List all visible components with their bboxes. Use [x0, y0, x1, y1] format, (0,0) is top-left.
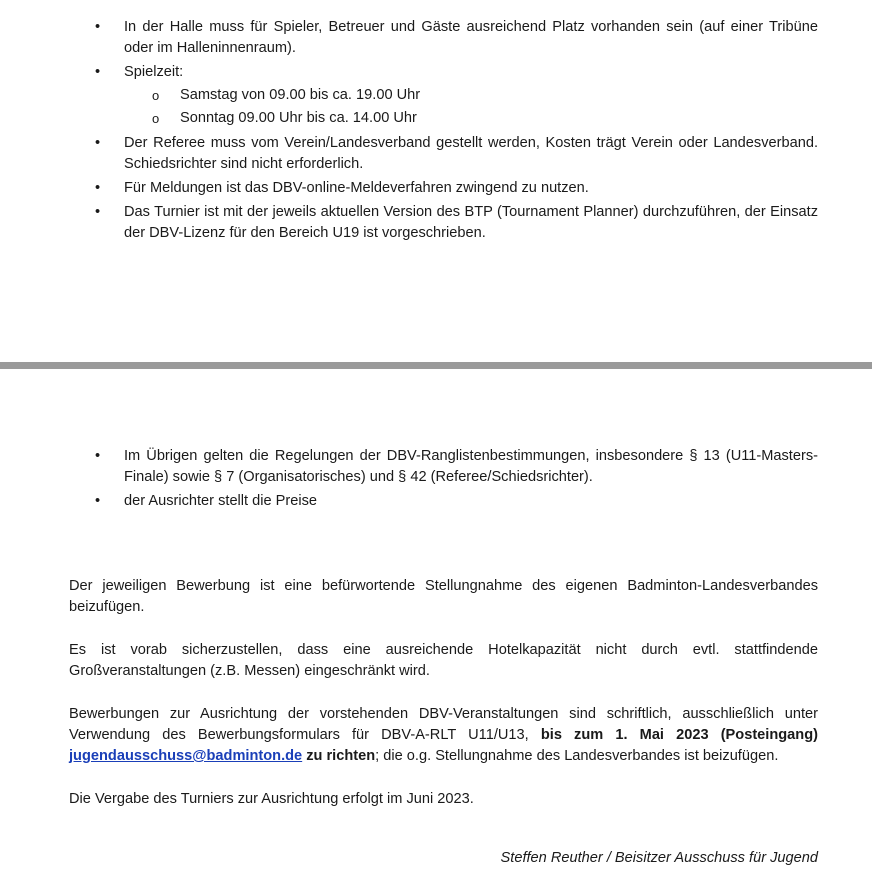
list-item-text: Für Meldungen ist das DBV-online-Meldeverfahren zwingend zu nutzen. [124, 180, 589, 196]
application-text: Bewerbungen zur Ausrichtung der vorstehenden DBV-Veranstaltungen sind schriftlich, ausschließlich unter Verwendung des Bewerbungsformulars für DBV-A-RLT U11/U13, [69, 706, 818, 743]
list-item-text: Spielzeit: [124, 64, 184, 80]
list-item-text: In der Halle muss für Spieler, Betreuer und Gäste ausreichend Platz vorhanden sein (auf einer Tribüne oder im Halleninnenraum). [124, 19, 818, 56]
list-item [95, 133, 818, 175]
requirements-list [95, 17, 818, 247]
list-item [95, 491, 818, 512]
signature: Steffen Reuther / Beisitzer Ausschuss für Jugend [500, 850, 818, 866]
direct-text: zu richten [306, 748, 376, 764]
application-paragraph [69, 704, 818, 767]
list-item-text: Der Referee muss vom Verein/Landesverband gestellt werden, Kosten trägt Verein oder Landesverband. Schiedsrichter sind nicht erforderlich. [124, 135, 818, 172]
application-text-end: ; die o.g. Stellungnahme des Landesverbandes ist beizufügen. [375, 748, 779, 764]
list-item [95, 446, 818, 488]
document-page-bottom [0, 369, 872, 872]
statement-paragraph: Der jeweiligen Bewerbung ist eine befürwortende Stellungnahme des eigenen Badminton-Landesverbandes beizufügen. [69, 578, 818, 615]
award-paragraph: Die Vergabe des Turniers zur Ausrichtung erfolgt im Juni 2023. [69, 791, 474, 807]
rules-list [95, 446, 818, 515]
sublist-item: o Sonntag 09.00 Uhr bis ca. 14.00 Uhr [124, 107, 818, 130]
list-item-text: Das Turnier ist mit der jeweils aktuellen Version des BTP (Tournament Planner) durchzuführen, der Einsatz der DBV-Lizenz für den Bereich U19 ist vorgeschrieben. [124, 204, 818, 241]
deadline-text: bis zum 1. Mai 2023 (Posteingang) [540, 727, 818, 743]
sublist-item: o Samstag von 09.00 bis ca. 19.00 Uhr [124, 84, 818, 107]
list-item-text: der Ausrichter stellt die Preise [124, 493, 318, 509]
list-item-text: Im Übrigen gelten die Regelungen der DBV-Ranglistenbestimmungen, insbesondere § 13 (U11-Masters-Finale) sowie § 7 (Organisatorisches) und § 42 (Referee/Schiedsrichter). [124, 448, 818, 485]
list-item [95, 17, 818, 59]
hotel-paragraph: Es ist vorab sicherzustellen, dass eine ausreichende Hotelkapazität nicht durch evtl. stattfindende Großveranstaltungen (z.B. Messen) eingeschränkt wird. [69, 642, 818, 679]
document-page-top [0, 0, 872, 362]
list-item [95, 202, 818, 244]
list-item [95, 62, 818, 130]
page-break-divider [0, 362, 872, 369]
list-item [95, 178, 818, 199]
email-link[interactable]: jugendausschuss@badminton.de [69, 748, 303, 764]
play-times-sublist [124, 84, 818, 130]
